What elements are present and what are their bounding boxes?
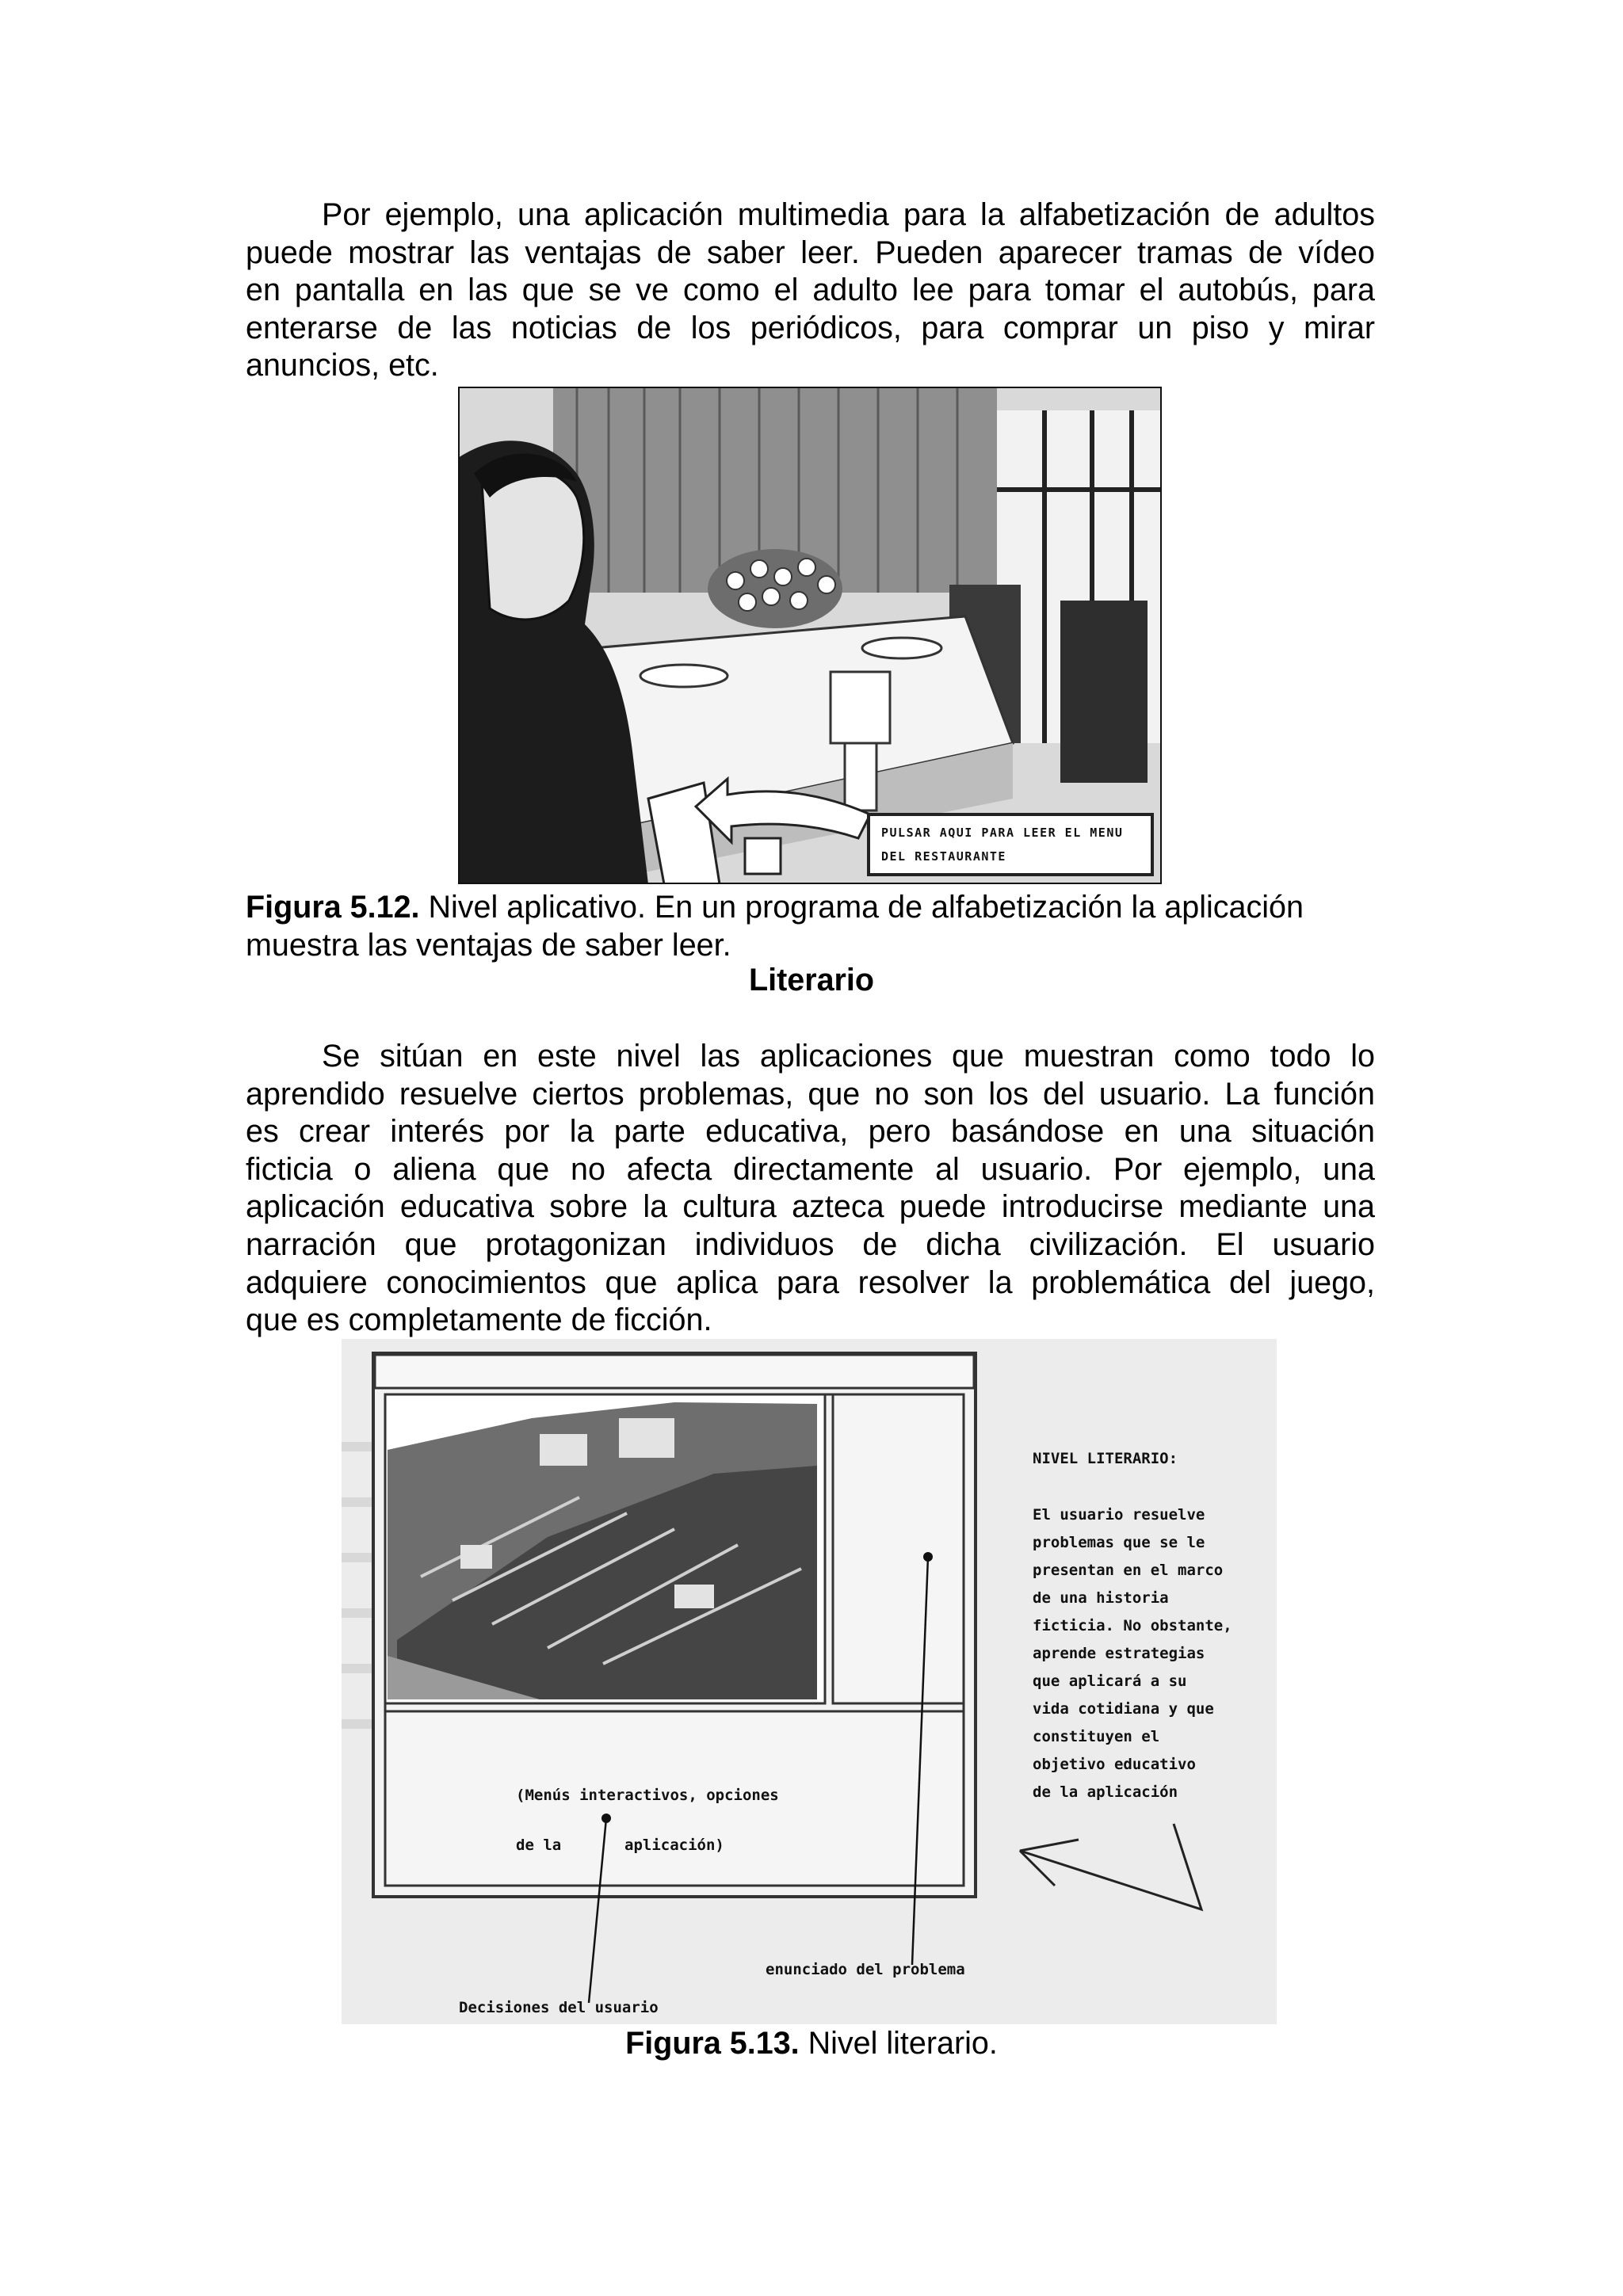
section-heading: Literario xyxy=(748,963,875,997)
figure-caption xyxy=(246,889,1375,964)
caption-text: Nivel literario. xyxy=(799,2026,998,2061)
figure-caption xyxy=(0,2025,1623,2063)
text-line: Por ejemplo, una aplicación multimedia para la alfabetización de adultos xyxy=(322,197,1375,232)
menu-button-label: DEL RESTAURANTE xyxy=(881,849,1006,864)
panel-text-line: presentan en el marco xyxy=(1033,1562,1224,1579)
label-decisions: Decisiones del usuario xyxy=(459,1999,659,2016)
text-line: aplicación educativa sobre la cultura azteca puede introducirse mediante una xyxy=(246,1189,1375,1225)
text-line: adquiere conocimientos que aplica para resolver la problemática del juego, xyxy=(246,1264,1375,1300)
panel-text-line: ficticia. No obstante, xyxy=(1033,1617,1232,1634)
paragraph-intro xyxy=(246,196,1375,385)
panel-text-line: aprende estrategias xyxy=(1033,1645,1205,1662)
panel-text-line: objetivo educativo xyxy=(1033,1756,1196,1773)
text-line: ficticia o aliena que no afecta directamente al usuario. Por ejemplo, una xyxy=(246,1151,1375,1187)
panel-text-line: de una historia xyxy=(1033,1589,1169,1607)
panel-text-line: constituyen el xyxy=(1033,1728,1160,1745)
text-line: en pantalla en las que se ve como el adulto lee para tomar el autobús, para xyxy=(246,273,1375,308)
label-problem: enunciado del problema xyxy=(766,1961,965,1978)
paragraph-literario xyxy=(246,1038,1375,1340)
caption-text: Nivel aplicativo. En un programa de alfabetización la aplicación xyxy=(419,890,1304,925)
menu-button-label: PULSAR AQUI PARA LEER EL MENU xyxy=(881,826,1124,840)
panel-text-line: de la aplicación xyxy=(1033,1783,1178,1801)
menu-text: de la xyxy=(516,1836,562,1854)
text-line: anuncios, etc. xyxy=(246,348,439,383)
text-line: es crear interés por la parte educativa, pero basándose en una situación xyxy=(246,1114,1375,1150)
menu-text: (Menús interactivos, opciones xyxy=(516,1787,779,1804)
menu-text: aplicación) xyxy=(624,1836,724,1854)
text-line: enterarse de las noticias de los periódicos, para comprar un piso y mirar xyxy=(246,310,1375,345)
caption-text: muestra las ventajas de saber leer. xyxy=(246,927,731,963)
text-line: Se sitúan en este nivel las aplicaciones que muestran como todo lo xyxy=(322,1039,1375,1074)
figure-label: Figura 5.13. xyxy=(625,2026,800,2061)
figure-restaurant-illustration xyxy=(458,387,1162,884)
text-line: que es completamente de ficción. xyxy=(246,1302,712,1338)
panel-text-line: El usuario resuelve xyxy=(1033,1506,1205,1524)
figure-literary-level-diagram xyxy=(342,1339,1277,2024)
text-line: narración que protagonizan individuos de dicha civilización. El usuario xyxy=(246,1226,1375,1262)
panel-text-line: NIVEL LITERARIO: xyxy=(1033,1450,1178,1467)
figure-label: Figura 5.12. xyxy=(246,890,420,925)
panel-text-line: vida cotidiana y que xyxy=(1033,1700,1214,1718)
panel-text-line: que aplicará a su xyxy=(1033,1672,1187,1690)
text-line: aprendido resuelve ciertos problemas, que no son los del usuario. La función xyxy=(246,1076,1375,1112)
panel-text-line: problemas que se le xyxy=(1033,1534,1205,1551)
text-line: puede mostrar las ventajas de saber leer. Pueden aparecer tramas de vídeo xyxy=(246,235,1375,270)
